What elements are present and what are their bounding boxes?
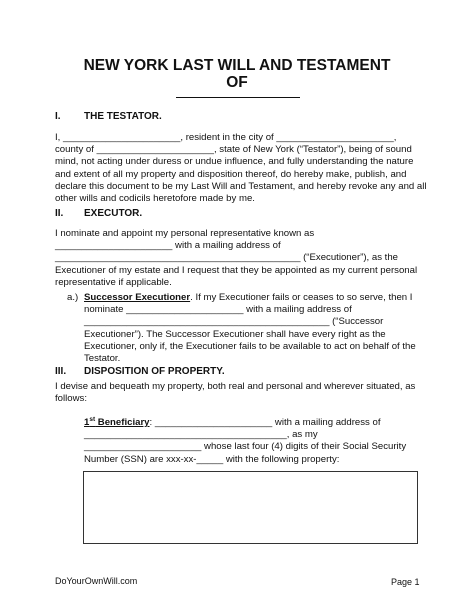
document-title: NEW YORK LAST WILL AND TESTAMENT — [83, 57, 391, 74]
successor-label: Successor Executioner — [84, 292, 191, 303]
section-1-number: I. — [55, 111, 61, 122]
body-line: I, ______________________, resident in the city of ______________________, — [55, 132, 397, 143]
footer-page-number: Page 1 — [391, 577, 420, 587]
beneficiary-first-line: 1st Beneficiary: ______________________ with a mailing address of — [84, 415, 381, 428]
section-3-heading: DISPOSITION OF PROPERTY. — [84, 366, 225, 377]
section-3-body — [55, 381, 415, 405]
body-line: ______________________________________________ (“Successor — [84, 316, 384, 328]
section-2-body — [55, 228, 417, 289]
section-1-body — [55, 132, 427, 205]
body-line: ______________________________________________ (“Executioner”), as the — [55, 252, 399, 264]
body-line: ______________________________________, as my — [84, 429, 318, 441]
body-line: Number (SSN) are xxx-xx-_____ with the following property: — [84, 453, 340, 465]
beneficiary-clause — [84, 417, 406, 466]
body-line: and extent of all my property and disposition thereof, do hereby make, publish, and — [55, 168, 407, 180]
successor-first-line: Successor Executioner. If my Executioner fails or ceases to so serve, then I — [84, 292, 413, 303]
body-line: nominate ______________________ with a mailing address of — [84, 304, 352, 316]
section-1-heading: THE TESTATOR. — [84, 111, 162, 122]
body-line: ______________________ with a mailing address of — [55, 240, 281, 252]
body-line: declare this document to be my Last Will and Testament, and hereby revoke any and all — [55, 180, 427, 192]
body-line: Executioner, only if, the Executioner fails to be available to act on behalf of the — [84, 340, 416, 352]
footer-site: DoYourOwnWill.com — [55, 576, 138, 586]
property-description-box[interactable] — [83, 471, 418, 544]
body-line: Executioner of my estate and I request that they be appointed as my current personal — [55, 264, 418, 276]
successor-marker: a.) — [67, 292, 79, 303]
body-line: Executioner”). The Successor Executioner shall have every right as the — [84, 328, 386, 340]
document-title-of: OF — [226, 74, 248, 91]
successor-clause — [84, 292, 416, 365]
body-line: ______________________ whose last four (4) digits of their Social Security — [84, 441, 407, 453]
body-line: I nominate and appoint my personal representative known as — [55, 228, 315, 239]
body-line: representative if applicable. — [55, 276, 172, 288]
section-2-number: II. — [55, 208, 64, 219]
body-line: follows: — [55, 393, 87, 405]
section-2-heading: EXECUTOR. — [84, 208, 143, 219]
beneficiary-label: 1st Beneficiary — [84, 415, 150, 428]
body-line: Testator. — [84, 353, 121, 365]
body-line: I devise and bequeath my property, both real and personal and wherever situated, as — [55, 381, 416, 392]
body-line: county of ______________________, state of New York (“Testator”), being of sound — [55, 144, 412, 156]
testator-name-line — [176, 97, 300, 98]
section-3-number: III. — [55, 366, 67, 377]
body-line: mind, not acting under duress or undue influence, and fully understanding the nature — [55, 156, 414, 168]
body-line: other wills and codicils heretofore made by me. — [55, 193, 255, 205]
